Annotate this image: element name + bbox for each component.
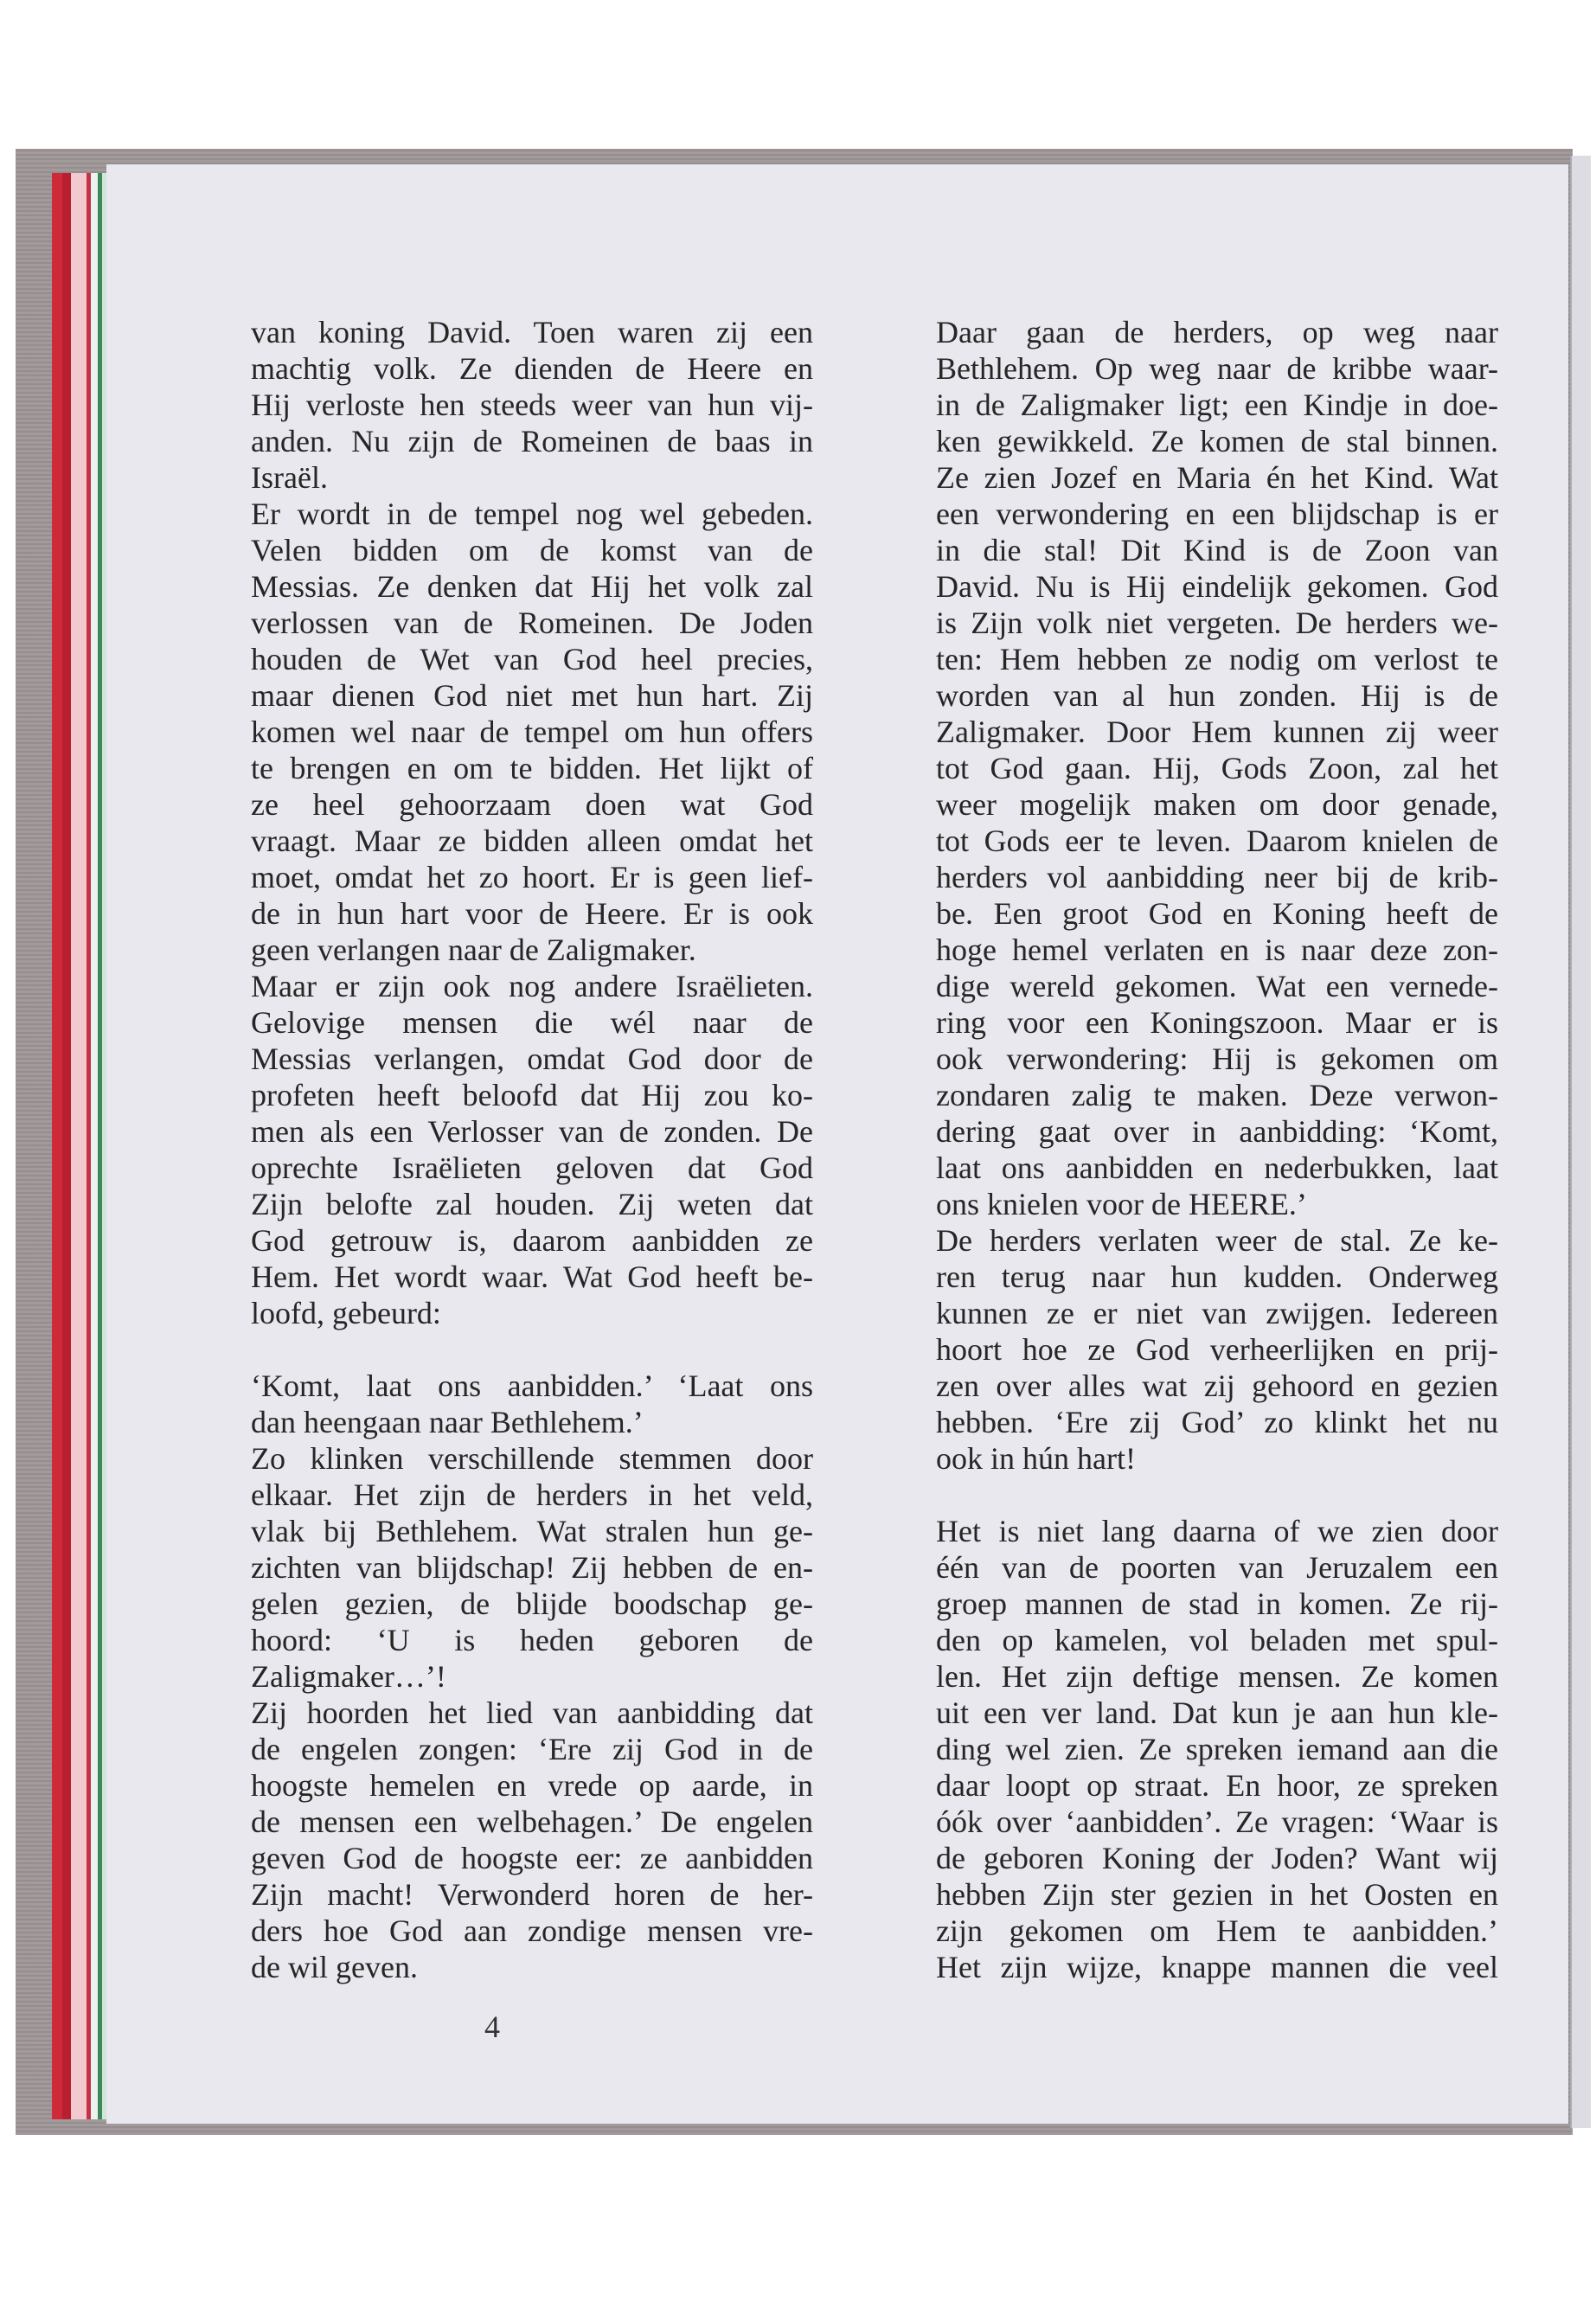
text-line: Messias verlangen, omdat God door de [251,1042,813,1076]
text-line: profeten heeft beloofd dat Hij zou ko- [251,1078,813,1112]
page-edge-white [91,173,98,2119]
text-line: God getrouw is, daarom aanbidden ze [251,1223,813,1258]
text-line: Zij hoorden het lied van aanbidding dat [251,1695,813,1730]
text-line: de wil geven. [251,1950,418,1984]
text-line: Het zijn wijze, knappe mannen die veel [936,1950,1498,1984]
text-line: men als een Verlosser van de zonden. De [251,1114,813,1149]
text-line: David. Nu is Hij eindelijk gekomen. God [936,569,1498,604]
paragraph [251,968,813,1331]
page-number: 4 [484,2009,500,2044]
text-line: laat ons aanbidden en nederbukken, laat [936,1150,1498,1185]
paragraph [936,1513,1498,1985]
paragraph-spacer [936,1477,1498,1513]
text-line: maar dienen God niet met hun hart. Zij [251,678,813,713]
text-line: ring voor een Koningszoon. Maar er is [936,1005,1498,1040]
text-line: Zijn belofte zal houden. Zij weten dat [251,1187,813,1221]
text-line: daar loopt op straat. En hoor, ze spreken [936,1768,1498,1803]
text-line: Maar er zijn ook nog andere Israëlieten. [251,969,813,1003]
text-line: gelen gezien, de blijde boodschap ge- [251,1586,813,1621]
text-line: uit een ver land. Dat kun je aan hun kle- [936,1695,1498,1730]
text-line: Messias. Ze denken dat Hij het volk zal [251,569,813,604]
page-edge-pink [71,173,87,2119]
text-line: hoord: ‘U is heden geboren de [251,1623,813,1657]
text-line: zijn gekomen om Hem te aanbidden.’ [936,1913,1498,1948]
text-line: hoge hemel verlaten en is naar deze zon- [936,933,1498,967]
text-line: kunnen ze er niet van zwijgen. Iedereen [936,1296,1498,1330]
text-line: ding wel zien. Ze spreken iemand aan die [936,1732,1498,1766]
text-line: Hij verloste hen steeds weer van hun vij- [251,388,813,422]
text-line: Er wordt in de tempel nog wel gebeden. [251,497,813,531]
text-column-left [251,314,813,1985]
text-line: be. Een groot God en Koning heeft de [936,896,1498,931]
text-line: Bethlehem. Op weg naar de kribbe waar- [936,351,1498,386]
text-line: ons knielen voor de HEERE.’ [936,1187,1307,1221]
text-line: van koning David. Toen waren zij een [251,315,813,349]
book-cover-right-edge [1570,156,1591,2128]
text-line: geen verlangen naar de Zaligmaker. [251,933,696,967]
paragraph [251,1440,813,1695]
text-line: de mensen een welbehagen.’ De engelen [251,1804,813,1839]
text-line: Daar gaan de herders, op weg naar [936,315,1498,349]
text-line: vlak bij Bethlehem. Wat stralen hun ge- [251,1514,813,1548]
text-line: ten: Hem hebben ze nodig om verlost te [936,642,1498,676]
text-line: ‘Komt, laat ons aanbidden.’ ‘Laat ons [251,1368,813,1403]
text-line: een verwondering en een blijdschap is er [936,497,1498,531]
text-line: Israël. [251,460,328,495]
text-line: anden. Nu zijn de Romeinen de baas in [251,424,813,458]
page-edge-red [52,173,62,2119]
text-line: moet, omdat het zo hoort. Er is geen lief- [251,860,813,894]
text-line: zen over alles wat zij gehoord en gezien [936,1368,1498,1403]
text-line: hoort hoe ze God verheerlijken en prij- [936,1332,1498,1367]
text-line: tot Gods eer te leven. Daarom knielen de [936,824,1498,858]
text-line: houden de Wet van God heel precies, [251,642,813,676]
text-line: loofd, gebeurd: [251,1296,441,1330]
text-line: is Zijn volk niet vergeten. De herders we- [936,606,1498,640]
text-line: elkaar. Het zijn de herders in het veld, [251,1477,813,1512]
text-line: len. Het zijn deftige mensen. Ze komen [936,1659,1498,1694]
text-line: ken gewikkeld. Ze komen de stal binnen. [936,424,1498,458]
text-line: tot God gaan. Hij, Gods Zoon, zal het [936,751,1498,785]
text-line: zondaren zalig te maken. Deze verwon- [936,1078,1498,1112]
text-line: hebben. ‘Ere zij God’ zo klinkt het nu [936,1405,1498,1439]
text-line: Zijn macht! Verwonderd horen de her- [251,1877,813,1912]
text-line: herders vol aanbidding neer bij de krib- [936,860,1498,894]
text-line: groep mannen de stad in komen. Ze rij- [936,1586,1498,1621]
text-line: zichten van blijdschap! Zij hebben de en- [251,1550,813,1585]
text-line: hebben Zijn ster gezien in het Oosten en [936,1877,1498,1912]
text-line: ook verwondering: Hij is gekomen om [936,1042,1498,1076]
text-line: verlossen van de Romeinen. De Joden [251,606,813,640]
text-line: ders hoe God aan zondige mensen vre- [251,1913,813,1948]
text-line: Ze zien Jozef en Maria én het Kind. Wat [936,460,1498,495]
text-line: geven God de hoogste eer: ze aanbidden [251,1841,813,1875]
text-line: dige wereld gekomen. Wat een vernede- [936,969,1498,1003]
text-line: vraagt. Maar ze bidden alleen omdat het [251,824,813,858]
text-line: komen wel naar de tempel om hun offers [251,715,813,749]
text-line: de engelen zongen: ‘Ere zij God in de [251,1732,813,1766]
paragraph [936,1222,1498,1477]
text-line: worden van al hun zonden. Hij is de [936,678,1498,713]
text-line: Zo klinken verschillende stemmen door [251,1441,813,1476]
text-line: machtig volk. Ze dienden de Heere en [251,351,813,386]
text-line: weer mogelijk maken om door genade, [936,787,1498,822]
text-line: Het is niet lang daarna of we zien door [936,1514,1498,1548]
text-column-right [936,314,1498,1985]
text-line: ook in hún hart! [936,1441,1136,1476]
text-line: Zaligmaker. Door Hem kunnen zij weer [936,715,1498,749]
paragraph [251,1695,813,1985]
text-line: de geboren Koning der Joden? Want wij [936,1841,1498,1875]
text-line: één van de poorten van Jeruzalem een [936,1550,1498,1585]
text-line: óók over ‘aanbidden’. Ze vragen: ‘Waar is [936,1804,1498,1839]
text-line: hoogste hemelen en vrede op aarde, in [251,1768,813,1803]
text-line: ze heel gehoorzaam doen wat God [251,787,813,822]
page-edge-red-dark [62,173,71,2119]
text-line: de in hun hart voor de Heere. Er is ook [251,896,813,931]
paragraph [251,314,813,496]
paragraph [251,1368,813,1440]
text-line: oprechte Israëlieten geloven dat God [251,1150,813,1185]
text-line: in de Zaligmaker ligt; een Kindje in doe- [936,388,1498,422]
text-line: Zaligmaker…’! [251,1659,446,1694]
paragraph [251,496,813,968]
text-line: dan heengaan naar Bethlehem.’ [251,1405,644,1439]
text-line: in die stal! Dit Kind is de Zoon van [936,533,1498,567]
text-line: Velen bidden om de komst van de [251,533,813,567]
text-line: Hem. Het wordt waar. Wat God heeft be- [251,1259,813,1294]
paragraph [936,314,1498,1222]
text-line: den op kamelen, vol beladen met spul- [936,1623,1498,1657]
text-line: De herders verlaten weer de stal. Ze ke- [936,1223,1498,1258]
paragraph-spacer [251,1331,813,1368]
text-line: dering gaat over in aanbidding: ‘Komt, [936,1114,1498,1149]
text-line: Gelovige mensen die wél naar de [251,1005,813,1040]
text-line: te brengen en om te bidden. Het lijkt of [251,751,813,785]
text-line: ren terug naar hun kudden. Onderweg [936,1259,1498,1294]
